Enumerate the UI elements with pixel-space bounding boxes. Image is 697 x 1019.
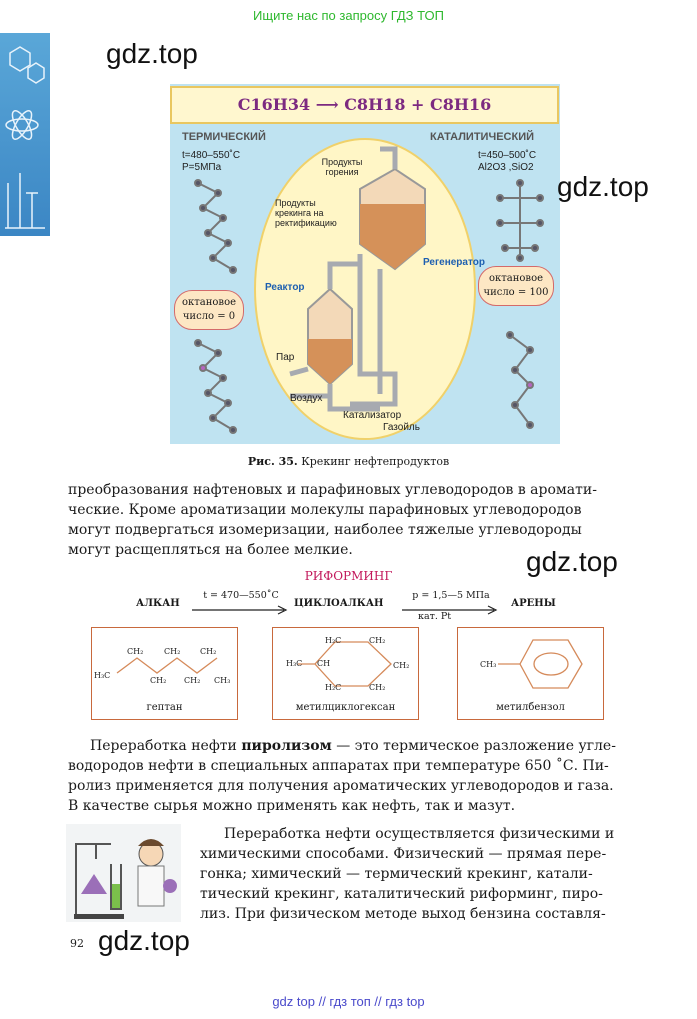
catalytic-condition-catalyst: Al2O3 ,SiO2 [478, 162, 534, 173]
label-steam: Пар [276, 352, 295, 363]
caption-number: Рис. 35. [247, 455, 298, 468]
reforming-catalyst-condition: кат. Pt [418, 611, 452, 622]
text-line: ческие. Кроме ароматизации молекулы парафиновых углеводородов [68, 502, 582, 518]
reforming-pressure-condition: p = 1,5—5 МПа [412, 590, 490, 601]
cycloalkane-label: ЦИКЛОАЛКАН [294, 598, 384, 609]
caption-text: Крекинг нефтепродуктов [301, 455, 450, 468]
label-catalyst: Катализатор [343, 410, 402, 421]
watermark: gdz.top [98, 925, 190, 956]
page-number: 92 [70, 937, 84, 950]
alkane-label: АЛКАН [136, 598, 180, 609]
catalytic-molecule-image-2 [490, 330, 550, 444]
pyrolysis-term: пиролизом [241, 738, 332, 754]
thermal-molecule-image [188, 178, 248, 282]
methylcyclohexane-box [272, 627, 419, 720]
label-air: Воздух [290, 393, 323, 404]
catalytic-title: КАТАЛИТИЧЕСКИЙ [430, 131, 535, 143]
thermal-title: ТЕРМИЧЕСКИЙ [182, 131, 266, 143]
octane-right-line1: октановое [488, 273, 544, 284]
reforming-temp-condition: t = 470—550˚C [203, 590, 279, 601]
svg-text:H₃C: H₃C [286, 659, 303, 668]
svg-text:H₃C: H₃C [94, 671, 111, 680]
figure-caption [0, 455, 697, 468]
scientist-illustration [66, 824, 181, 922]
text-line: В качестве сырья можно применять как нефть, так и мазут. [68, 798, 516, 814]
watermark: gdz.top [557, 171, 649, 202]
thermal-molecule-image-2 [188, 338, 248, 442]
thermal-condition-temp: t=480–550˚C [182, 150, 241, 161]
arrow-1 [190, 600, 290, 619]
catalytic-molecule-image [490, 178, 550, 272]
paragraph-2 [68, 736, 633, 816]
text-line: лиз. При физическом методе выход бензина составля- [200, 906, 606, 922]
svg-text:CH₂: CH₂ [369, 636, 386, 645]
svg-text:H₂C: H₂C [325, 683, 342, 692]
arenes-label: АРЕНЫ [511, 598, 556, 609]
octane-right-badge [478, 266, 554, 306]
reforming-title: РИФОРМИНГ [304, 569, 393, 583]
text-line: ролиз применяется для получения ароматических углеводородов и газа. [68, 778, 614, 794]
svg-text:CH₂: CH₂ [184, 676, 201, 685]
text-line: преобразования нафтеновых и парафиновых углеводородов в аромати- [68, 482, 597, 498]
octane-left-badge [174, 290, 244, 330]
heptane-box [91, 627, 238, 720]
cracking-equation: C16H34 ⟶ C8H18 + C8H16 [237, 95, 492, 114]
octane-right-line2: число = 100 [483, 287, 549, 298]
text-line: могут расщепляться на более мелкие. [68, 542, 353, 558]
label-reactor: Реактор [265, 282, 305, 293]
heptane-name: гептан [146, 702, 183, 713]
svg-text:CH₂: CH₂ [127, 647, 144, 656]
text-line: тический крекинг, каталитический риформинг, пиро- [200, 886, 603, 902]
svg-text:CH₃: CH₃ [214, 676, 231, 685]
catalytic-condition-temp: t=450–500˚C [478, 150, 537, 161]
svg-text:CH₂: CH₂ [393, 661, 410, 670]
svg-text:CH₂: CH₂ [369, 683, 386, 692]
text-line: химическими способами. Физический — прямая пере- [200, 846, 607, 862]
thermal-condition-pressure: P=5МПа [182, 162, 222, 173]
svg-text:CH: CH [317, 659, 331, 668]
side-decoration-image [0, 33, 50, 236]
octane-left-line1: октановое [181, 297, 237, 308]
bottom-links[interactable]: gdz top // гдз топ // гдз top [272, 994, 425, 1009]
label-cracking-products: Продукты крекинга на ректификацию [275, 198, 337, 228]
watermark: gdz.top [526, 546, 618, 577]
svg-text:H₂C: H₂C [325, 636, 342, 645]
text-line: могут подвергаться изомеризации, наиболее тяжелые углеводороды [68, 522, 582, 538]
paragraph-3 [200, 824, 633, 924]
octane-left-line2: число = 0 [182, 311, 236, 322]
toluene-name: метилбензол [496, 702, 565, 713]
svg-text:CH₂: CH₂ [200, 647, 217, 656]
label-regenerator: Регенератор [423, 257, 485, 268]
watermark: gdz.top [106, 38, 198, 69]
text-line: гонка; химический — термический крекинг, катали- [200, 866, 593, 882]
methylcyclohexane-name: метилциклогексан [295, 702, 396, 713]
label-combustion-products: Продукты горения [321, 157, 363, 177]
toluene-box [457, 627, 604, 720]
svg-text:CH₂: CH₂ [150, 676, 167, 685]
svg-text:CH₂: CH₂ [164, 647, 181, 656]
label-gasoil: Газойль [383, 422, 420, 433]
top-banner[interactable]: Ищите нас по запросу ГДЗ ТОП [253, 8, 444, 23]
cracking-equation-box [170, 86, 559, 124]
text-line [68, 736, 633, 756]
text-line: водородов нефти в специальных аппаратах при температуре 650 ˚С. Пи- [68, 758, 609, 774]
text-span: Переработка нефти [90, 738, 242, 754]
text-span: — это термическое разложение угле- [331, 738, 616, 754]
text-line: Переработка нефти осуществляется физическими и [224, 826, 615, 842]
svg-text:CH₃: CH₃ [480, 660, 497, 669]
